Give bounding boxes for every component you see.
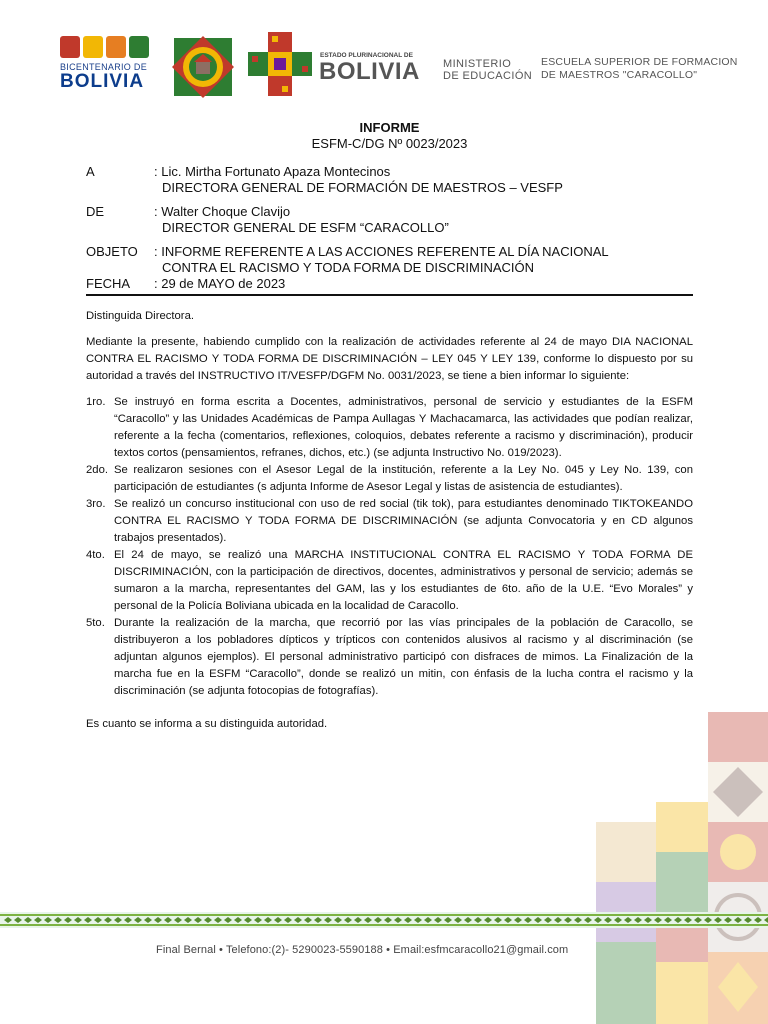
document-code: ESFM-C/DG Nº 0023/2023	[311, 136, 468, 151]
list-item	[86, 615, 693, 700]
recipient-label: A	[86, 164, 95, 179]
item-number: 1ro.	[86, 396, 106, 408]
item-text: Se instruyó en forma escrita a Docentes, administrativos, personal de servicio y estudiantes de la ESFM “Caracollo” y las Unidades Académicas de Pampa Aullagas Y Machacamarca, las actividades que podían realizar, referente a la fecha (comentarios, reflexiones, coloquios, debates referente a racismo y discriminación), producir textos cortos (pensamientos, refranes, dichos, etc.) (se adjunta Instructivo No. 019/2023).	[114, 396, 693, 459]
letter-body	[86, 308, 693, 733]
list-item	[86, 462, 693, 496]
bicentenario-logo	[60, 36, 155, 106]
escuela-line2: DE MAESTROS "CARACOLLO"	[541, 69, 698, 81]
estado-plurinacional-logo	[248, 32, 423, 100]
list-item	[86, 394, 693, 462]
recipient-row	[86, 164, 693, 196]
sender-label: DE	[86, 204, 105, 219]
andean-pattern-decoration	[596, 712, 768, 1024]
recipient-role: DIRECTORA GENERAL DE FORMACIÓN DE MAESTROS – VESFP	[162, 180, 563, 195]
item-number: 3ro.	[86, 498, 106, 510]
list-item	[86, 547, 693, 615]
date-value: : 29 de MAYO de 2023	[154, 276, 286, 291]
ministerio-line2: DE EDUCACIÓN	[443, 70, 533, 82]
bicentenario-emblem	[60, 36, 155, 58]
item-number: 5to.	[86, 617, 105, 629]
item-number: 4to.	[86, 549, 105, 561]
green-ornament-strip	[0, 912, 768, 928]
sender-row	[86, 204, 693, 236]
subject-line1: : INFORME REFERENTE A LAS ACCIONES REFERENTE AL DÍA NACIONAL	[154, 244, 609, 259]
item-text: Durante la realización de la marcha, que recorrió por las vías principales de la población de Caracollo, se distribuyeron a los pobladores dípticos y trípticos con contenidos alusivos al racismo y al discriminación (se adjuntan algunos ejemplos). El personal administrativo participó con disfraces de mimos. La Finalización de la marcha fue en la ESFM “Caracollo”, donde se realizó un mitin, con énfasis de la lucha contra el racismo y la discriminación (se adjunta fotocopias de fotografías).	[114, 617, 693, 697]
item-text: Se realizaron sesiones con el Asesor Legal de la institución, referente a la Ley No. 045 y Ley No. 139, con participación de estudiantes (s adjunta Informe de Asesor Legal y listas de asistencia de estudiantes).	[114, 464, 693, 493]
sender-name: : Walter Choque Clavijo	[154, 204, 291, 219]
item-text: Se realizó un concurso institucional con uso de red social (tik tok), para estudiantes denominado TIKTOKEANDO CONTRA EL RACISMO Y TODA FORMA DE DISCRIMINACIÓN (se adjunta Convocatoria y en CD algunos trabajos presentados).	[114, 498, 693, 544]
list-item	[86, 496, 693, 547]
recipient-name: : Lic. Mirtha Fortunato Apaza Montecinos	[154, 164, 391, 179]
item-text: El 24 de mayo, se realizó una MARCHA INSTITUCIONAL CONTRA EL RACISMO Y TODA FORMA DE DISCRIMINACIÓN, con la participación de directivos, docentes, administrativos y personal de servicio; además se sumaron a la marcha, representantes del GAM, las y los estudiantes de 6to. año de la U.E. “Evo Morales” y personal de la Policía Boliviana ubicada en la localidad de Caracollo.	[114, 549, 693, 612]
closing-line: Es cuanto se informa a su distinguida autoridad.	[86, 718, 328, 730]
letterhead	[0, 28, 768, 108]
header-divider	[86, 294, 693, 296]
escuela-line1: ESCUELA SUPERIOR DE FORMACION	[541, 56, 738, 68]
footer-contact: Final Bernal • Telefono:(2)- 5290023-5590188 • Email:esfmcaracollo21@gmail.com	[156, 944, 569, 956]
salutation: Distinguida Directora.	[86, 310, 194, 322]
ministerio-label	[443, 58, 532, 82]
ministerio-line1: MINISTERIO	[443, 58, 512, 70]
document-title: INFORME	[359, 120, 420, 135]
intro-paragraph: Mediante la presente, habiendo cumplido con la realización de actividades referente al 24 de mayo DIA NACIONAL CONTRA EL RACISMO Y TODA FORMA DE DISCRIMINACIÓN – LEY 045 Y LEY 139, conforme lo dispuesto por su autoridad a través del INSTRUCTIVO IT/VESFP/DGFM No. 0031/2023, se tiene a bien informar lo siguiente:	[86, 336, 693, 382]
estado-mosaic-icon	[248, 32, 312, 96]
subject-row	[86, 244, 693, 276]
institution-seal-logo	[172, 36, 234, 98]
date-row	[86, 276, 693, 292]
estado-name: BOLIVIA	[319, 58, 420, 85]
date-label: FECHA	[86, 276, 131, 291]
estado-label: ESTADO PLURINACIONAL DE	[320, 52, 413, 59]
subject-line2: CONTRA EL RACISMO Y TODA FORMA DE DISCRIMINACIÓN	[162, 260, 535, 275]
subject-label: OBJETO	[86, 244, 138, 259]
bicentenario-line2: BOLIVIA	[60, 71, 145, 92]
document-content	[86, 120, 693, 744]
item-number: 2do.	[86, 464, 108, 476]
report-items	[86, 394, 693, 700]
escuela-label	[541, 56, 738, 82]
sender-role: DIRECTOR GENERAL DE ESFM “CARACOLLO”	[162, 220, 449, 235]
bicentenario-line1: BICENTENARIO DE	[60, 62, 148, 72]
